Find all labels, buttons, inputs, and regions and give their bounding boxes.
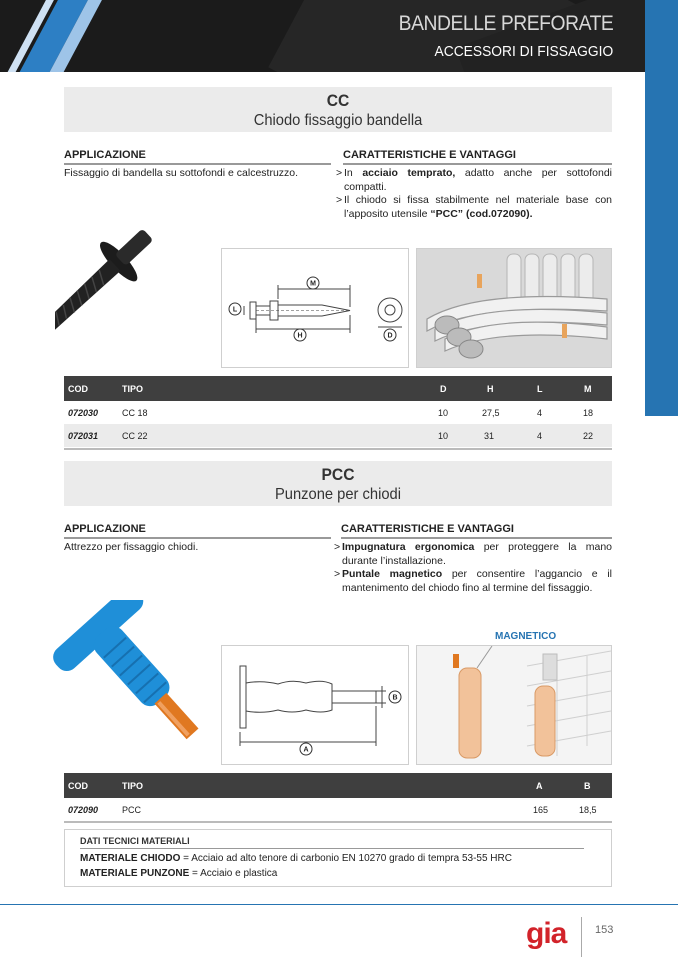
magnet-label: MAGNETICO [495,631,557,642]
nail-dimension-diagram [221,248,409,368]
column-header: M [584,383,592,394]
punch-dimension-diagram [221,645,409,765]
table-cell: CC 18 [122,407,148,418]
header-title: BANDELLE PREFORATE [398,12,613,35]
feature-item: > Il chiodo si fissa stabilmente nel materiale base con l’apposito utensile “PCC” (cod.072090). [336,194,612,220]
table-cell: 22 [583,430,594,441]
feature-item: > Impugnatura ergonomica per proteggere la mano durante l’installazione. [334,541,613,567]
product-name: Punzone per chiodi [274,486,402,503]
features-heading: CARATTERISTICHE E VANTAGGI [343,149,612,165]
section-side-tab [645,0,678,416]
divider [64,821,612,823]
features-list [336,167,612,221]
dim-label-a: A [303,746,309,754]
column-header: D [440,383,447,394]
header-subtitle: ACCESSORI DI FISSAGGIO [434,43,613,60]
application-text: Attrezzo per fissaggio chiodi. [64,541,199,553]
table-cell: 10 [438,407,449,418]
installation-photo-bands [416,248,612,368]
dim-label-d: D [387,332,393,340]
brand-logo: gia [526,917,567,950]
table-header-row [64,773,612,798]
materials-heading: DATI TECNICI MATERIALI [80,836,584,849]
punch-photo [50,600,220,765]
table-cell: 072030 [68,407,99,418]
materials-line: MATERIALE CHIODO = Acciaio ad alto tenore di carbonio EN 10270 grado di tempra 53-55 HRC [80,853,512,864]
features-heading: CARATTERISTICHE E VANTAGGI [341,523,612,539]
nail-photo [55,225,210,370]
column-header: L [537,383,543,394]
table-cell: 4 [537,430,543,441]
table-cell: 165 [533,804,549,815]
column-header: TIPO [122,383,144,394]
application-heading: APPLICAZIONE [64,523,331,539]
materials-box [64,829,612,887]
installation-photo-punch [416,645,612,765]
table-cell: 27,5 [482,407,500,418]
column-header: COD [68,383,88,394]
product-title-box [64,87,612,132]
dim-label-h: H [297,332,303,340]
application-heading: APPLICAZIONE [64,149,331,165]
dim-label-m: M [310,280,316,288]
dim-label-b: B [392,694,398,702]
features-list [334,541,612,595]
table-cell: 18 [583,407,594,418]
table-row [64,798,612,821]
table-cell: 072090 [68,804,99,815]
table-header-row [64,376,612,401]
table-cell: 31 [484,430,495,441]
column-header: COD [68,780,88,791]
product-code: CC [326,91,350,110]
footer-rule [0,904,678,905]
dim-label-l: L [232,306,238,314]
column-header: A [536,780,543,791]
divider [64,448,612,450]
column-header: TIPO [122,780,144,791]
product-name: Chiodo fissaggio bandella [253,112,423,129]
cc-dimensions-table [64,376,612,447]
footer-divider [581,917,582,957]
feature-item: > Puntale magnetico per consentire l’aggancio e il mantenimento del chiodo fino al termine del fissaggio. [334,568,612,594]
materials-line: MATERIALE PUNZONE = Acciaio e plastica [80,868,278,879]
feature-item: > In acciaio temprato, adatto anche per sottofondi compatti. [336,167,612,193]
column-header: H [487,383,494,394]
application-text: Fissaggio di bandella su sottofondi e calcestruzzo. [64,167,299,179]
table-cell: 072031 [68,430,99,441]
product-code: PCC [321,465,355,484]
product-title-box [64,461,612,506]
page-number: 153 [595,924,614,936]
table-cell: 10 [438,430,449,441]
table-cell: CC 22 [122,430,148,441]
page-header [0,0,645,72]
table-cell: 18,5 [579,804,597,815]
column-header: B [584,780,591,791]
table-cell: PCC [122,804,142,815]
pcc-dimensions-table [64,773,612,821]
table-row [64,424,612,447]
table-cell: 4 [537,407,543,418]
table-row [64,401,612,424]
